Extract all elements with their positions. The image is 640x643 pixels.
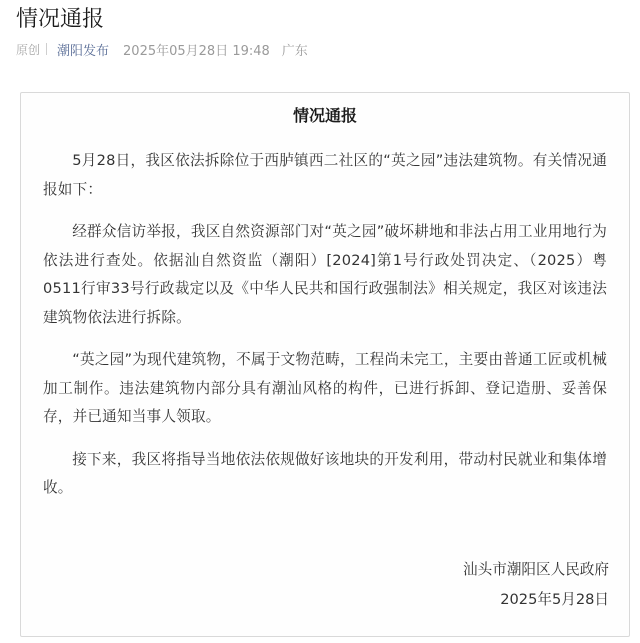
notice-image xyxy=(20,92,630,637)
notice-paragraph: “英之园”为现代建筑物，不属于文物范畴，工程尚未完工，主要由普通工匠或机械加工制作。违法建筑物内部分具有潮汕风格的构件，已进行拆卸、登记造册、妥善保存，并已通知当事人领取。 xyxy=(43,351,607,425)
publish-location: 广东 xyxy=(281,43,308,59)
meta-divider xyxy=(46,43,47,55)
notice-paragraph: 经群众信访举报，我区自然资源部门对“英之园”破坏耕地和非法占用工业用地行为依法进行查处。依据汕自然资监（潮阳）[2024]第1号行政处罚决定、（2025）粤0511行审33号行政裁定以及《中华人民共和国行政强制法》相关规定，我区对该违法建筑物依法进行拆除。 xyxy=(43,223,607,326)
account-name-link[interactable]: 潮阳发布 xyxy=(57,43,110,59)
original-tag: 原创 xyxy=(16,42,41,57)
publish-time: 2025年05月28日 19:48 xyxy=(123,43,270,59)
notice-signature xyxy=(463,555,609,615)
article-meta xyxy=(16,39,308,59)
article-title: 情况通报 xyxy=(16,7,105,32)
notice-paragraph: 接下来，我区将指导当地依法依规做好该地块的开发利用，带动村民就业和集体增收。 xyxy=(43,450,607,496)
notice-heading: 情况通报 xyxy=(292,106,357,125)
notice-paragraph: 5月28日，我区依法拆除位于西胪镇西二社区的“英之园”违法建筑物。有关情况通报如下： xyxy=(43,152,607,198)
issuer-name: 汕头市潮阳区人民政府 xyxy=(463,561,609,578)
issue-date: 2025年5月28日 xyxy=(500,591,609,608)
